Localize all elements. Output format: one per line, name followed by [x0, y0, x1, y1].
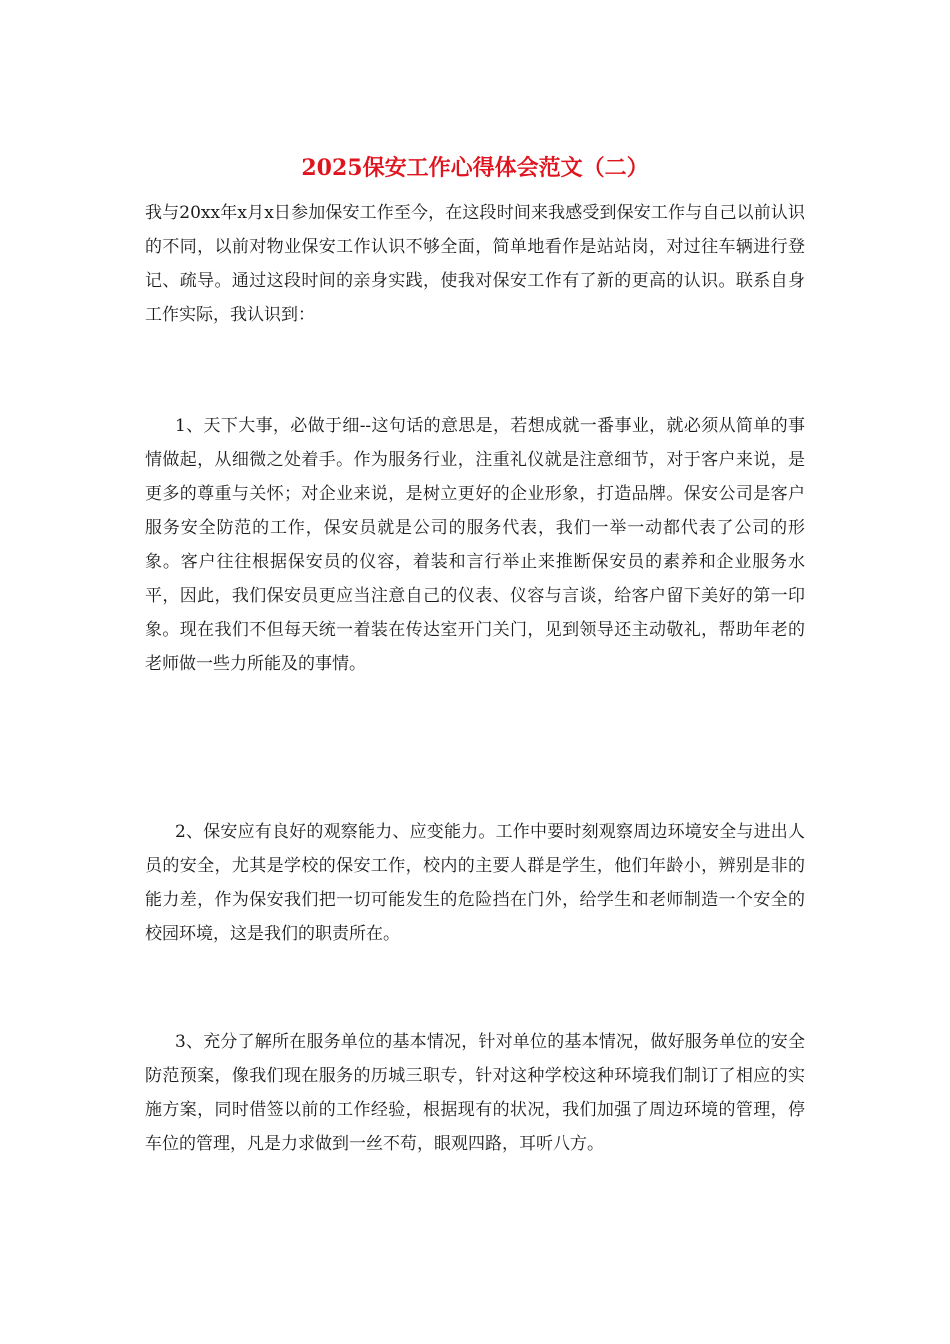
intro-paragraph: 我与20xx年x月x日参加保安工作至今，在这段时间来我感受到保安工作与自己以前认识的不同，以前对物业保安工作认识不够全面，简单地看作是站站岗，对过往车辆进行登记、疏导。通过这段时间的亲身实践，使我对保安工作有了新的更高的认识。联系自身工作实际，我认识到： — [145, 203, 805, 325]
point-2-paragraph: 2、保安应有良好的观察能力、应变能力。工作中要时刻观察周边环境安全与进出人员的安全，尤其是学校的保安工作，校内的主要人群是学生，他们年龄小，辨别是非的能力差，作为保安我们把一切可能发生的危险挡在门外，给学生和老师制造一个安全的校园环境，这是我们的职责所在。 — [145, 822, 805, 944]
document-title: 2025保安工作心得体会范文（二） — [301, 155, 649, 181]
point-1-paragraph: 1、天下大事，必做于细--这句话的意思是，若想成就一番事业，就必须从简单的事情做起，从细微之处着手。作为服务行业，注重礼仪就是注意细节，对于客户来说，是更多的尊重与关怀；对企业来说，是树立更好的企业形象，打造品牌。保安公司是客户服务安全防范的工作，保安员就是公司的服务代表，我们一举一动都代表了公司的形象。客户往往根据保安员的仪容，着装和言行举止来推断保安员的素养和企业服务水平，因此，我们保安员更应当注意自己的仪表、仪容与言谈，给客户留下美好的第一印象。现在我们不但每天统一着装在传达室开门关门，见到领导还主动敬礼，帮助年老的老师做一些力所能及的事情。 — [145, 416, 805, 674]
point-3-paragraph: 3、充分了解所在服务单位的基本情况，针对单位的基本情况，做好服务单位的安全防范预案，像我们现在服务的历城三职专，针对这种学校这种环境我们制订了相应的实施方案，同时借签以前的工作经验，根据现有的状况，我们加强了周边环境的管理，停车位的管理，凡是力求做到一丝不苟，眼观四路，耳听八方。 — [145, 1032, 805, 1154]
